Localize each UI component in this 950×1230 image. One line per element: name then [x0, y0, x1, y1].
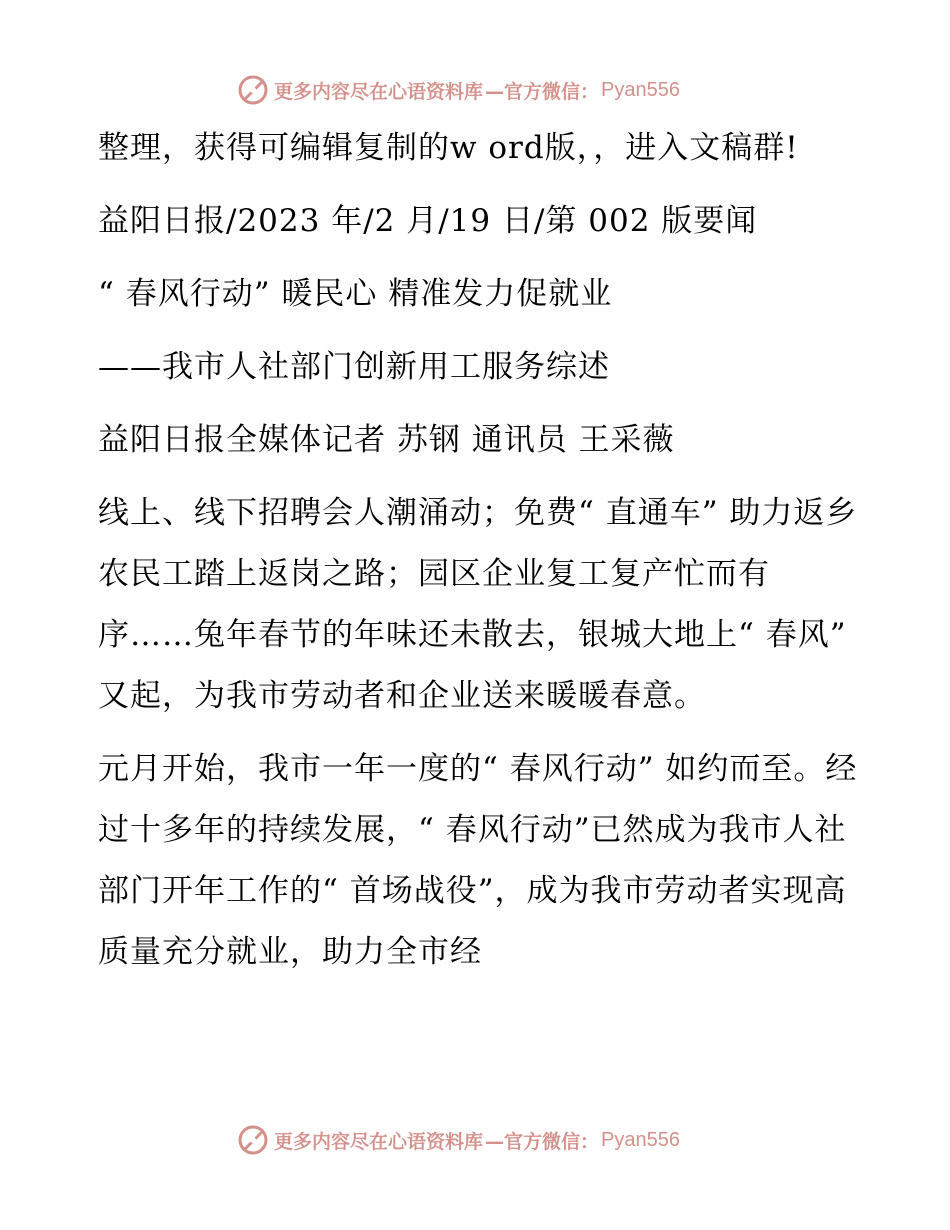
pen-logo-icon	[236, 73, 270, 107]
watermark-text: 更多内容尽在心语资料库	[274, 1130, 484, 1153]
watermark-footer	[236, 1122, 756, 1158]
watermark-wechat-id: Pyan556	[601, 78, 680, 101]
paragraph-body-2: 元月开始，我市一年一度的“ 春风行动” 如约而至。经过十多年的持续发展，“ 春风行动”已然成为我市人社部门开年工作的“ 首场战役”，成为我市劳动者实现高质量充分就业，助力全市经	[98, 751, 858, 970]
paragraph-body-1: 线上、线下招聘会人潮涌动；免费“ 直通车” 助力返乡农民工踏上返岗之路；园区企业复工复产忙而有序……兔年春节的年味还未散去，银城大地上“ 春风” 又起，为我市劳动者和企业送来暖暖春意。	[98, 495, 858, 714]
watermark-wechat-id: Pyan556	[601, 1128, 680, 1151]
pen-logo-icon	[236, 1123, 270, 1157]
watermark-text: 更多内容尽在心语资料库	[274, 80, 484, 103]
paragraph-source-line: 益阳日报/2023 年/2 月/19 日/第 002 版要闻	[98, 203, 758, 239]
document-body	[98, 118, 858, 983]
article-subtitle: ——我市人社部门创新用工服务综述	[98, 349, 610, 385]
paragraph-intro: 整理，获得可编辑复制的w ord版，，进入文稿群!	[98, 130, 799, 166]
watermark-header	[236, 72, 756, 108]
watermark-separator: —官方微信：	[485, 1130, 600, 1153]
article-byline: 益阳日报全媒体记者 苏钢 通讯员 王采薇	[98, 422, 675, 458]
watermark-separator: —官方微信：	[485, 80, 600, 103]
article-title: “ 春风行动” 暖民心 精准发力促就业	[98, 276, 613, 312]
